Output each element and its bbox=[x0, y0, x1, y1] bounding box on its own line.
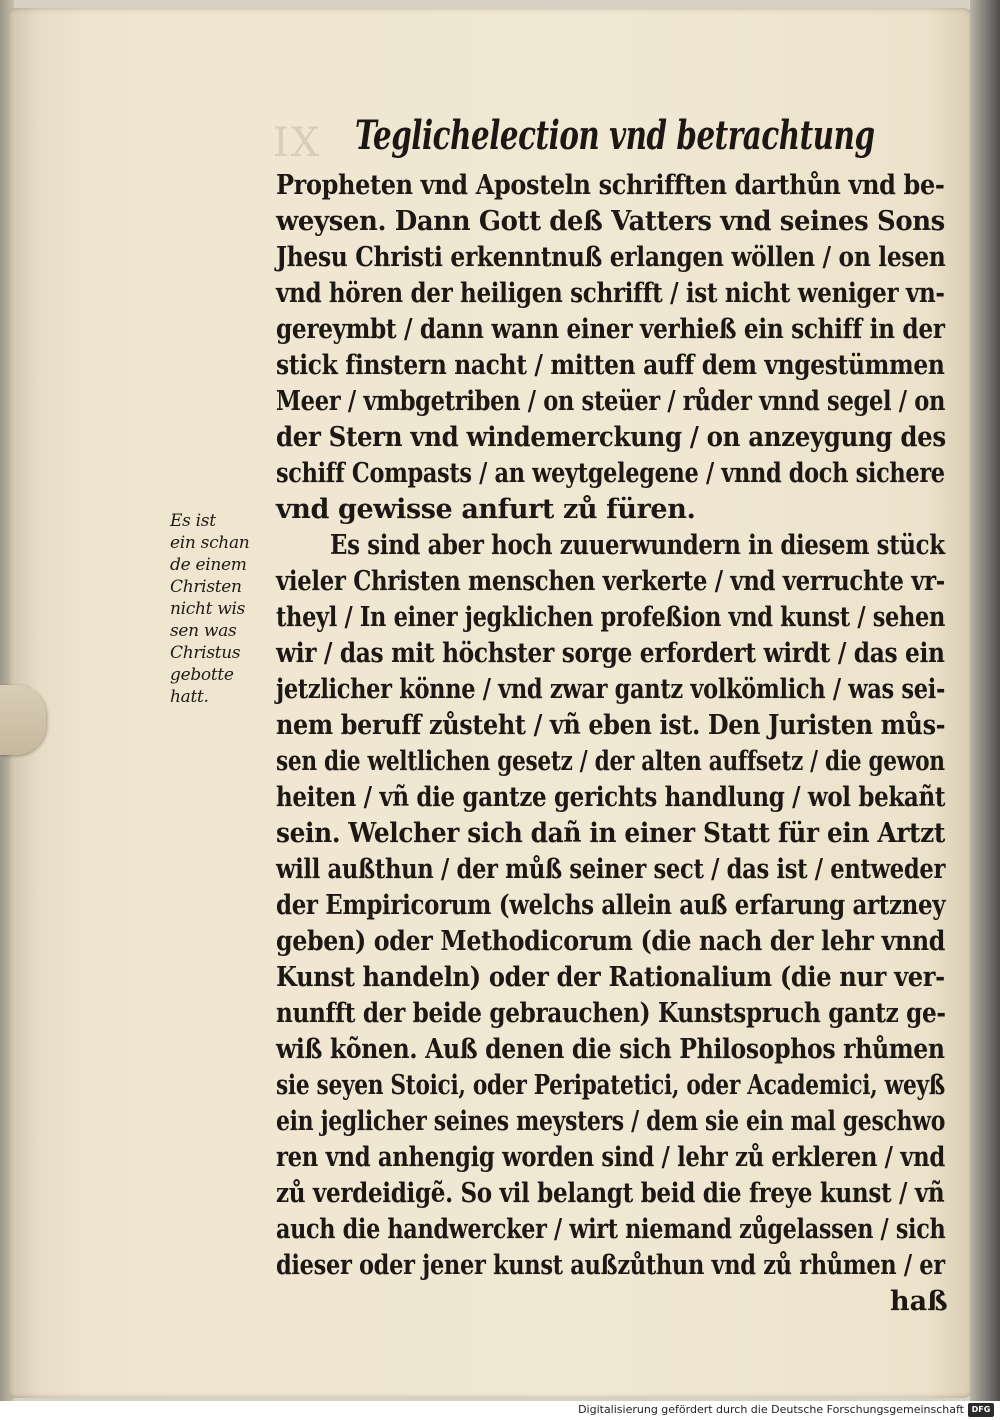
text-line: vieler Christen menschen verkerte / vnd verruchte vr- bbox=[276, 566, 945, 597]
margin-note-line: ein schan bbox=[170, 533, 250, 553]
margin-note-line: Es ist bbox=[170, 511, 216, 531]
text-line: theyl / In einer jegklichen profeßion vnd kunst / sehen bbox=[276, 602, 946, 633]
text-line: der Stern vnd windemerckung / on anzeygung des bbox=[276, 422, 946, 453]
funding-credit: Digitalisierung gefördert durch die Deutsche Forschungsgemeinschaft bbox=[578, 1403, 964, 1416]
text-line: stick finstern nacht / mitten auff dem vngestümmen bbox=[276, 350, 945, 381]
text-line: sie seyen Stoici, oder Peripatetici, oder Academici, weyß bbox=[276, 1070, 945, 1101]
dfg-logo-icon: DFG bbox=[968, 1403, 994, 1417]
running-head: Teglichelection vnd betrachtung bbox=[355, 112, 875, 159]
margin-note-line: de einem bbox=[170, 555, 247, 575]
text-line: jetzlicher könne / vnd zwar gantz volkömlich / was sei- bbox=[276, 674, 945, 705]
margin-note-line: Christen bbox=[170, 577, 242, 597]
text-line: wir / das mit höchster sorge erfordert wirdt / das ein bbox=[276, 638, 945, 669]
text-line: sein. Welcher sich dañ in einer Statt für ein Artzt bbox=[276, 818, 946, 849]
text-line: heiten / vñ die gantze gerichts handlung / wol bekañt bbox=[276, 782, 946, 813]
digitization-footer bbox=[0, 1401, 1000, 1420]
bleed-through-folio: IX bbox=[273, 120, 322, 166]
text-line: schiff Compasts / an weytgelegene / vnnd doch sichere bbox=[276, 458, 945, 489]
text-line: Meer / vmbgetriben / on steüer / růder vnnd segel / on bbox=[276, 386, 946, 417]
text-line: geben) oder Methodicorum (die nach der lehr vnnd bbox=[276, 926, 946, 957]
paragraph-start-line: Es sind aber hoch zuuerwundern in diesem stück bbox=[330, 530, 945, 561]
text-line: vnd hören der heiligen schrifft / ist nicht weniger vn- bbox=[276, 278, 945, 309]
text-line: weysen. Dann Gott deß Vatters vnd seines Sons bbox=[276, 206, 945, 237]
text-line: nem beruff zůsteht / vñ eben ist. Den Juristen můs- bbox=[276, 710, 946, 741]
text-line: sen die weltlichen gesetz / der alten auffsetz / die gewon bbox=[276, 746, 945, 777]
text-line: der Empiricorum (welchs allein auß erfarung artzney bbox=[276, 890, 946, 921]
catchword: haß bbox=[890, 1286, 948, 1317]
margin-note-line: sen was bbox=[170, 621, 237, 641]
margin-note-line: nicht wis bbox=[170, 599, 246, 619]
margin-note-line: hatt. bbox=[170, 687, 209, 707]
text-line: dieser oder jener kunst außzůthun vnd zů rhůmen / er bbox=[276, 1250, 945, 1281]
text-line: auch die handwercker / wirt niemand zůgelassen / sich bbox=[276, 1214, 946, 1245]
text-line: Propheten vnd Aposteln schrifften darthůn vnd be- bbox=[276, 170, 945, 201]
text-line: gereymbt / dann wann einer verhieß ein schiff in der bbox=[276, 314, 945, 345]
text-line: nunfft der beide gebrauchen) Kunstspruch gantz ge- bbox=[276, 998, 946, 1029]
text-line: vnd gewisse anfurt zů füren. bbox=[276, 494, 696, 525]
text-line: zů verdeidigẽ. So vil belangt beid die freye kunst / vñ bbox=[276, 1178, 945, 1209]
margin-note-line: Christus bbox=[170, 643, 241, 663]
text-line: ren vnd anhengig worden sind / lehr zů erkleren / vnd bbox=[276, 1142, 945, 1173]
book-edge-shadow bbox=[970, 0, 1000, 1410]
text-line: Jhesu Christi erkenntnuß erlangen wöllen / on lesen bbox=[276, 242, 946, 273]
text-line: wiß kõnen. Auß denen die sich Philosophos rhůmen bbox=[276, 1034, 945, 1065]
text-line: will außthun / der můß seiner sect / das ist / entweder bbox=[276, 854, 946, 885]
text-line: ein jeglicher seines meysters / dem sie ein mal geschwo bbox=[276, 1106, 946, 1137]
margin-note-line: gebotte bbox=[170, 665, 234, 685]
text-line: Kunst handeln) oder der Rationalium (die nur ver- bbox=[276, 962, 945, 993]
